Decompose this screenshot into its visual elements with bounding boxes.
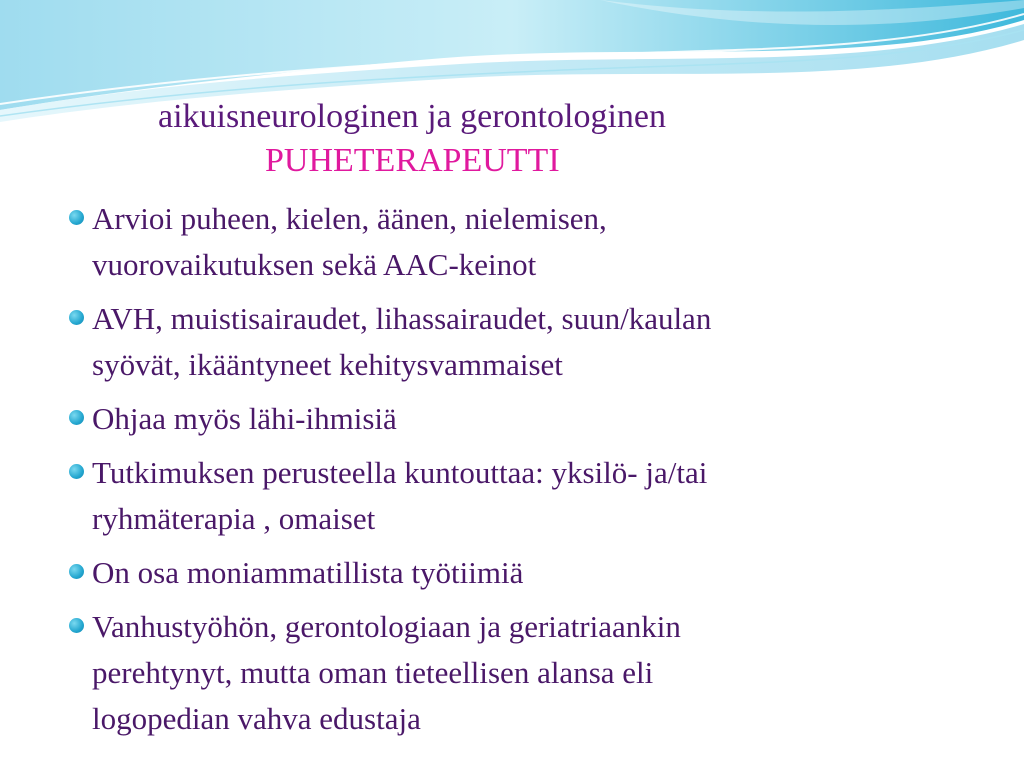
title-line-1: aikuisneurologinen ja gerontologinen <box>158 98 666 135</box>
bullet-item <box>62 396 962 442</box>
bullet-text-line: ryhmäterapia , omaiset <box>92 501 376 536</box>
bullet-icon <box>69 564 84 579</box>
bullet-text-line: Tutkimuksen perusteella kuntouttaa: yksilö- ja/tai <box>92 455 708 490</box>
bullet-text-line: Vanhustyöhön, gerontologiaan ja geriatriaankin <box>92 609 681 644</box>
bullet-item <box>62 550 962 596</box>
bullet-text-line: Arvioi puheen, kielen, äänen, nielemisen, <box>92 201 607 236</box>
bullet-text-line: On osa moniammatillista työtiimiä <box>92 555 524 590</box>
bullet-list <box>62 196 962 750</box>
bullet-icon <box>69 464 84 479</box>
bullet-icon <box>69 310 84 325</box>
bullet-item <box>62 196 962 288</box>
bullet-text-line: perehtynyt, mutta oman tieteellisen alansa eli <box>92 655 654 690</box>
bullet-text-line: Ohjaa myös lähi-ihmisiä <box>92 401 397 436</box>
bullet-text-line: AVH, muistisairaudet, lihassairaudet, suun/kaulan <box>92 301 712 336</box>
title-line-2: PUHETERAPEUTTI <box>265 142 560 179</box>
bullet-icon <box>69 410 84 425</box>
bullet-text-line: syövät, ikääntyneet kehitysvammaiset <box>92 347 563 382</box>
bullet-item <box>62 450 962 542</box>
bullet-item <box>62 604 962 742</box>
bullet-icon <box>69 210 84 225</box>
bullet-text-line: logopedian vahva edustaja <box>92 701 421 736</box>
bullet-item <box>62 296 962 388</box>
bullet-icon <box>69 618 84 633</box>
bullet-text-line: vuorovaikutuksen sekä AAC-keinot <box>92 247 537 282</box>
